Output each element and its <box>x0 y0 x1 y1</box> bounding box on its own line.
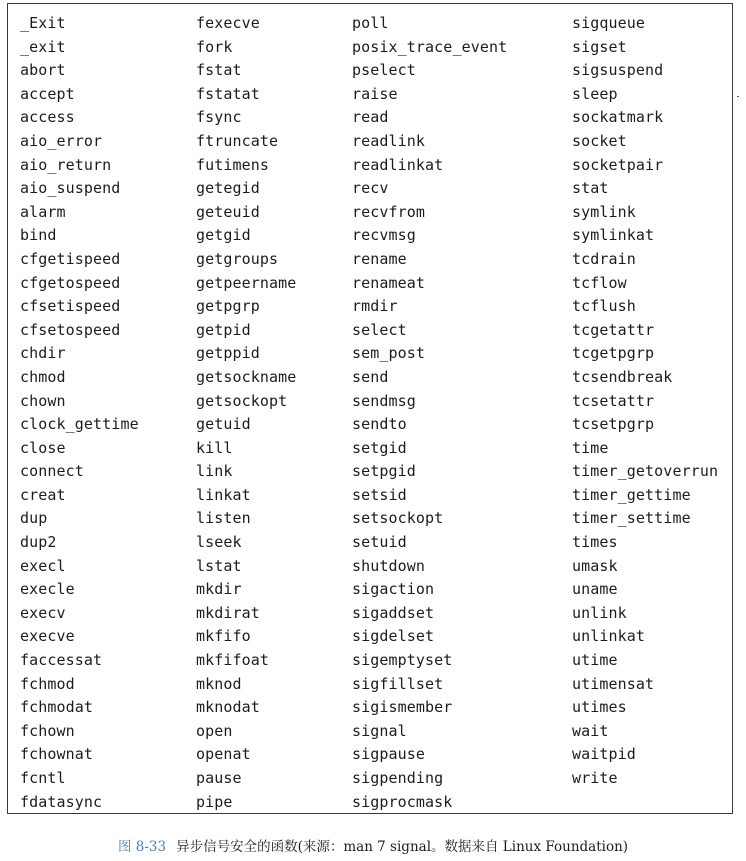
function-name: alarm <box>20 202 66 221</box>
function-name: fchownat <box>20 745 94 764</box>
function-name: accept <box>20 84 75 103</box>
function-name: getgid <box>196 226 251 245</box>
function-name: getppid <box>196 344 260 363</box>
function-name: getpgrp <box>196 297 260 316</box>
column-4 <box>572 12 718 791</box>
function-name: tcflush <box>572 297 636 316</box>
function-name: execve <box>20 627 75 646</box>
function-name: socketpair <box>572 155 664 174</box>
function-name: readlinkat <box>352 155 444 174</box>
function-name: futimens <box>196 155 270 174</box>
caption-text: 异步信号安全的函数(来源：man 7 signal。数据来自 Linux Foundation) <box>176 839 629 855</box>
function-name: sigsuspend <box>572 61 664 80</box>
function-name: unlink <box>572 603 627 622</box>
function-name: unlinkat <box>572 627 646 646</box>
function-table <box>7 3 733 814</box>
function-name: symlinkat <box>572 226 655 245</box>
function-name: sendmsg <box>352 391 416 410</box>
function-name: sigpause <box>352 745 426 764</box>
function-name: mknodat <box>196 698 260 717</box>
function-name: getgroups <box>196 249 279 268</box>
function-name: execl <box>20 556 66 575</box>
function-name: sigfillset <box>352 674 444 693</box>
function-name: tcflow <box>572 273 627 292</box>
function-name: fork <box>196 37 233 56</box>
figure-number: 图 8-33 <box>117 839 167 855</box>
function-name: write <box>572 769 618 787</box>
function-name: pause <box>196 769 242 787</box>
function-name: faccessat <box>20 651 103 670</box>
function-name: read <box>352 108 389 127</box>
function-name: connect <box>20 462 84 481</box>
function-name: tcsendbreak <box>572 367 673 386</box>
function-name: fchmod <box>20 674 75 693</box>
function-name: cfgetospeed <box>20 273 121 292</box>
function-name: fchown <box>20 721 75 740</box>
function-name: geteuid <box>196 202 260 221</box>
function-name: sigaction <box>352 580 435 599</box>
function-name: timer_settime <box>572 509 691 528</box>
function-name: cfsetispeed <box>20 297 121 316</box>
function-name: symlink <box>572 202 636 221</box>
function-name: abort <box>20 61 66 80</box>
function-name: send <box>352 367 389 386</box>
function-name: bind <box>20 226 57 245</box>
function-name: sigset <box>572 37 627 56</box>
function-name: tcsetattr <box>572 391 655 410</box>
function-name: time <box>572 438 609 457</box>
function-name: sem_post <box>352 344 426 363</box>
function-name: execle <box>20 580 75 599</box>
function-name: access <box>20 108 75 127</box>
function-name: _Exit <box>20 14 66 32</box>
function-name: getsockname <box>196 367 297 386</box>
function-name: getpid <box>196 320 251 339</box>
function-name: linkat <box>196 485 251 504</box>
function-name: tcdrain <box>572 249 636 268</box>
function-name: cfsetospeed <box>20 320 121 339</box>
function-name: timer_gettime <box>572 485 691 504</box>
function-name: recvfrom <box>352 202 426 221</box>
function-name: close <box>20 438 66 457</box>
function-name: mknod <box>196 674 242 693</box>
function-name: times <box>572 533 618 552</box>
function-name: execv <box>20 603 66 622</box>
function-name: dup2 <box>20 533 57 552</box>
function-name: mkdir <box>196 580 242 599</box>
function-name: aio_error <box>20 131 103 150</box>
function-name: waitpid <box>572 745 636 764</box>
function-name: getsockopt <box>196 391 288 410</box>
function-name: lstat <box>196 556 242 575</box>
function-name: setgid <box>352 438 407 457</box>
function-name: select <box>352 320 407 339</box>
function-name: chdir <box>20 344 66 363</box>
function-name: mkdirat <box>196 603 260 622</box>
function-name: setpgid <box>352 462 416 481</box>
function-name: recv <box>352 179 389 198</box>
function-name: pselect <box>352 61 416 80</box>
function-name: aio_return <box>20 155 112 174</box>
function-name: utimes <box>572 698 627 717</box>
page-edge-mark <box>737 96 739 97</box>
function-name: clock_gettime <box>20 415 139 434</box>
function-name: chmod <box>20 367 66 386</box>
function-name: setuid <box>352 533 407 552</box>
function-name: fcntl <box>20 769 66 787</box>
function-name: mkfifoat <box>196 651 270 670</box>
function-name: lseek <box>196 533 242 552</box>
function-name: getuid <box>196 415 251 434</box>
function-name: _exit <box>20 37 66 56</box>
function-name: shutdown <box>352 556 426 575</box>
function-name: dup <box>20 509 48 528</box>
function-name: timer_getoverrun <box>572 462 719 481</box>
function-name: sigpending <box>352 769 444 787</box>
function-name: fchmodat <box>20 698 94 717</box>
function-name: ftruncate <box>196 131 279 150</box>
function-name: poll <box>352 14 389 32</box>
column-1 <box>20 12 139 814</box>
function-name: setsockopt <box>352 509 444 528</box>
function-name: sigdelset <box>352 627 435 646</box>
function-name: readlink <box>352 131 426 150</box>
function-name: getpeername <box>196 273 297 292</box>
column-3 <box>352 12 507 814</box>
function-name: tcgetattr <box>572 320 655 339</box>
function-name: rename <box>352 249 407 268</box>
function-name: rmdir <box>352 297 398 316</box>
function-name: stat <box>572 179 609 198</box>
function-name: chown <box>20 391 66 410</box>
function-name: cfgetispeed <box>20 249 121 268</box>
function-name: getegid <box>196 179 260 198</box>
function-name: sigaddset <box>352 603 435 622</box>
function-name: setsid <box>352 485 407 504</box>
function-name: open <box>196 721 233 740</box>
function-name: sigemptyset <box>352 651 453 670</box>
function-name: kill <box>196 438 233 457</box>
function-name: socket <box>572 131 627 150</box>
function-name: renameat <box>352 273 426 292</box>
function-name: sendto <box>352 415 407 434</box>
function-name: fstat <box>196 61 242 80</box>
function-name: raise <box>352 84 398 103</box>
function-name: creat <box>20 485 66 504</box>
function-name: utime <box>572 651 618 670</box>
function-name: uname <box>572 580 618 599</box>
function-name: fsync <box>196 108 242 127</box>
function-name: fdatasync <box>20 792 103 811</box>
function-name: tcgetpgrp <box>572 344 655 363</box>
function-name: posix_trace_event <box>352 37 508 56</box>
function-name: fstatat <box>196 84 260 103</box>
function-name: tcsetpgrp <box>572 415 655 434</box>
function-name: aio_suspend <box>20 179 121 198</box>
function-name: utimensat <box>572 674 655 693</box>
function-name: sockatmark <box>572 108 664 127</box>
function-name: link <box>196 462 233 481</box>
function-name: sleep <box>572 84 618 103</box>
function-name: fexecve <box>196 14 260 32</box>
function-name: wait <box>572 721 609 740</box>
function-name: pipe <box>196 792 233 811</box>
function-name: sigismember <box>352 698 453 717</box>
function-name: sigqueue <box>572 14 646 32</box>
function-name: openat <box>196 745 251 764</box>
figure-caption <box>0 838 746 856</box>
function-name: signal <box>352 721 407 740</box>
function-name: recvmsg <box>352 226 416 245</box>
column-2 <box>196 12 296 814</box>
function-name: mkfifo <box>196 627 251 646</box>
function-name: sigprocmask <box>352 792 453 811</box>
function-name: listen <box>196 509 251 528</box>
function-name: umask <box>572 556 618 575</box>
